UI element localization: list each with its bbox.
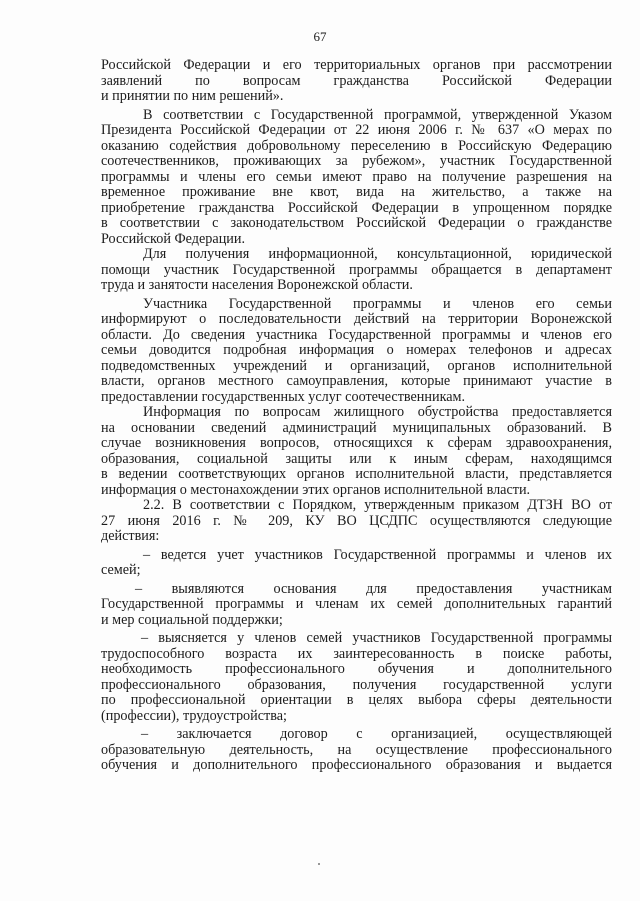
text-line: (профессии), трудоустройства; bbox=[101, 708, 287, 724]
text-line: обучения и дополнительного профессионального образования и выдается bbox=[101, 758, 612, 773]
text-line: подведомственных учреждений и организаций, органов исполнительной bbox=[101, 358, 612, 374]
text-line: временное проживание вне квот, вида на жительство, а также на bbox=[101, 185, 612, 200]
text-line: области. До сведения участника Государственной программы и членов его bbox=[101, 327, 612, 343]
document-body bbox=[101, 58, 612, 774]
text-line: соотечественников, проживающих за рубежом», участник Государственной bbox=[101, 154, 612, 169]
text-line: на основании сведений администраций муниципальных образований. В bbox=[101, 420, 612, 436]
text-line: образовательную деятельность, на осуществление профессионального bbox=[101, 742, 612, 758]
text-line: семей; bbox=[101, 563, 141, 578]
text-line: приобретение гражданства Российской Федерации в упрощенном порядке bbox=[101, 200, 612, 216]
text-line: информируют о последовательности действий на территории Воронежской bbox=[101, 312, 612, 327]
text-line: профессионального образования, получения государственной услуги bbox=[101, 677, 612, 693]
text-line: Государственной программы и членам их семей дополнительных гарантий bbox=[101, 597, 612, 612]
text-line: 27 июня 2016 г. № 209, КУ ВО ЦСДПС осуществляются следующие bbox=[101, 513, 612, 529]
text-line: Российской Федерации. bbox=[101, 231, 246, 247]
text-line: необходимость профессионального обучения и дополнительного bbox=[101, 662, 612, 677]
text-line: трудоспособного возраста их заинтересованность в поиске работы, bbox=[101, 646, 612, 662]
text-line: и принятии по ним решений». bbox=[101, 89, 284, 104]
text-line: и мер социальной поддержки; bbox=[101, 612, 283, 628]
text-line: семьи доводится подробная информация о номерах телефонов и адресах bbox=[101, 343, 612, 358]
text-line: помощи участник Государственной программы обращается в департамент bbox=[101, 262, 612, 278]
text-line: программы и члены его семьи имеют право на получение разрешения на bbox=[101, 169, 612, 185]
scan-speck bbox=[318, 863, 320, 865]
text-line: 2.2. В соответствии с Порядком, утвержденным приказом ДТЗН ВО от bbox=[143, 498, 612, 513]
text-line: Российской Федерации и его территориальных органов при рассмотрении bbox=[101, 58, 612, 73]
text-line: заявлений по вопросам гражданства Российской Федерации bbox=[101, 73, 612, 89]
text-line: Участника Государственной программы и членов его семьи bbox=[143, 296, 612, 312]
text-line: власти, органов местного самоуправления, которые принимают участие в bbox=[101, 374, 612, 389]
text-line: действия: bbox=[101, 529, 160, 544]
text-line: по профессиональной ориентации в целях выбора сферы деятельности bbox=[101, 693, 612, 708]
text-line: – выявляются основания для предоставления участникам bbox=[135, 581, 612, 597]
text-line: Для получения информационной, консультационной, юридической bbox=[143, 247, 612, 262]
text-line: – ведется учет участников Государственной программы и членов их bbox=[143, 547, 612, 563]
text-line: образования, социальной защиты или к иным сферам, находящимся bbox=[101, 451, 612, 467]
text-line: оказанию содействия добровольному переселению в Российскую Федерацию bbox=[101, 138, 612, 154]
text-line: в соответствии с законодательством Российской Федерации о гражданстве bbox=[101, 216, 612, 231]
text-line: В соответствии с Государственной программой, утвержденной Указом bbox=[143, 107, 612, 123]
text-line: случае возникновения вопросов, относящихся к сферам здравоохранения, bbox=[101, 436, 612, 451]
text-line: предоставлении государственных услуг соотечественникам. bbox=[101, 389, 466, 405]
text-line: в ведении соответствующих органов исполнительной власти, представляется bbox=[101, 467, 612, 482]
text-line: Президента Российской Федерации от 22 июня 2006 г. № 637 «О мерах по bbox=[101, 123, 612, 138]
text-line: – заключается договор с организацией, осуществляющей bbox=[141, 727, 612, 742]
page-number: 67 bbox=[313, 29, 327, 44]
text-line: Информация по вопросам жилищного обустройства предоставляется bbox=[143, 405, 612, 420]
text-line: труда и занятости населения Воронежской области. bbox=[101, 278, 413, 293]
text-line: – выясняется у членов семей участников Государственной программы bbox=[141, 631, 612, 646]
text-line: информация о местонахождении этих органов исполнительной власти. bbox=[101, 482, 531, 498]
